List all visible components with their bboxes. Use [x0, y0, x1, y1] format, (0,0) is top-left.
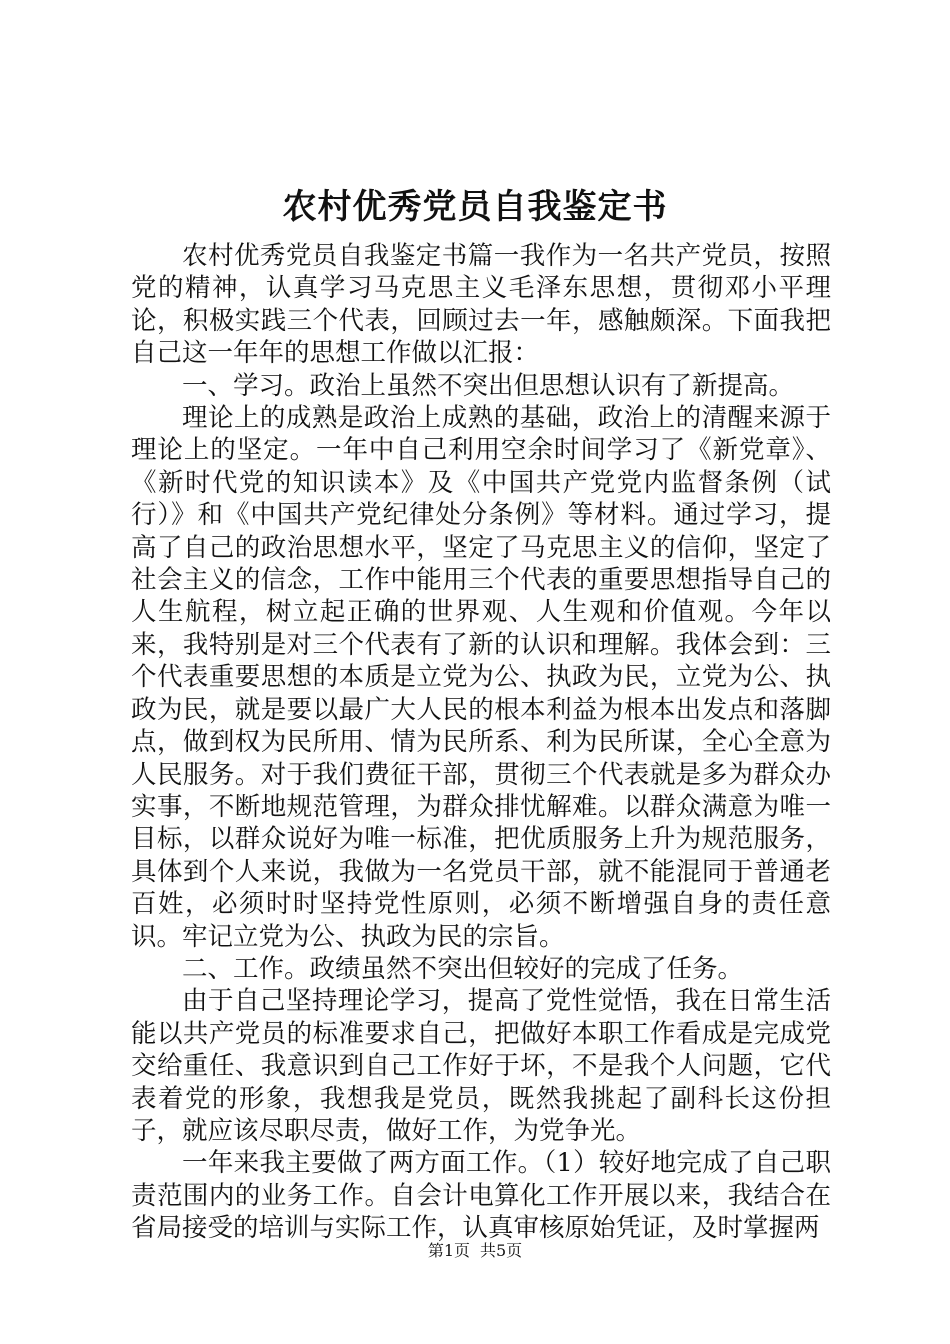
paragraph-work: 由于自己坚持理论学习，提高了党性觉悟，我在日常生活能以共产党员的标准要求自己，把做好本职工作看成是完成党交给重任、我意识到自己工作好于坏，不是我个人问题，它代表着党的形象，我想我是党员，既然我挑起了副科长这份担子，就应该尽职尽责，做好工作，为党争光。	[131, 986, 831, 1146]
paragraph-theory: 理论上的成熟是政治上成熟的基础，政治上的清醒来源于理论上的坚定。一年中自己利用空余时间学习了《新党章》、《新时代党的知识读本》及《中国共产党党内监督条例（试行）》和《中国共产党纪律处分条例》等材料。通过学习，提高了自己的政治思想水平，坚定了马克思主义的信仰，坚定了社会主义的信念，工作中能用三个代表的重要思想指导自己的人生航程，树立起正确的世界观、人生观和价值观。今年以来，我特别是对三个代表有了新的认识和理解。我体会到：三个代表重要思想的本质是立党为公、执政为民，立党为公、执政为民，就是要以最广大人民的根本利益为根本出发点和落脚点，做到权为民所用、情为民所系、利为民所谋，全心全意为人民服务。对于我们费征干部，贯彻三个代表就是多为群众办实事，不断地规范管理，为群众排忧解难。以群众满意为唯一目标，以群众说好为唯一标准，把优质服务上升为规范服务，具体到个人来说，我做为一名党员干部，就不能混同于普通老百姓，必须时时坚持党性原则，必须不断增强自身的责任意识。牢记立党为公、执政为民的宗旨。	[131, 403, 831, 952]
paragraph-year-summary: 一年来我主要做了两方面工作。（1）较好地完成了自己职责范围内的业务工作。自会计电算化工作开展以来，我结合在省局接受的培训与实际工作，认真审核原始凭证，及时掌握两	[131, 1148, 831, 1244]
page-number: 第1页	[427, 1241, 470, 1260]
page-footer	[0, 1240, 950, 1262]
document-title: 农村优秀党员自我鉴定书	[282, 187, 668, 227]
paragraph-section-1-heading: 一、学习。政治上虽然不突出但思想认识有了新提高。	[182, 370, 795, 401]
paragraph-section-2-heading: 二、工作。政绩虽然不突出但较好的完成了任务。	[182, 953, 744, 984]
page-total: 共5页	[480, 1241, 523, 1260]
document-body	[131, 240, 831, 1245]
paragraph-intro: 农村优秀党员自我鉴定书篇一我作为一名共产党员，按照党的精神，认真学习马克思主义毛泽东思想，贯彻邓小平理论，积极实践三个代表，回顾过去一年，感触颇深。下面我把自己这一年年的思想工作做以汇报：	[131, 241, 831, 369]
